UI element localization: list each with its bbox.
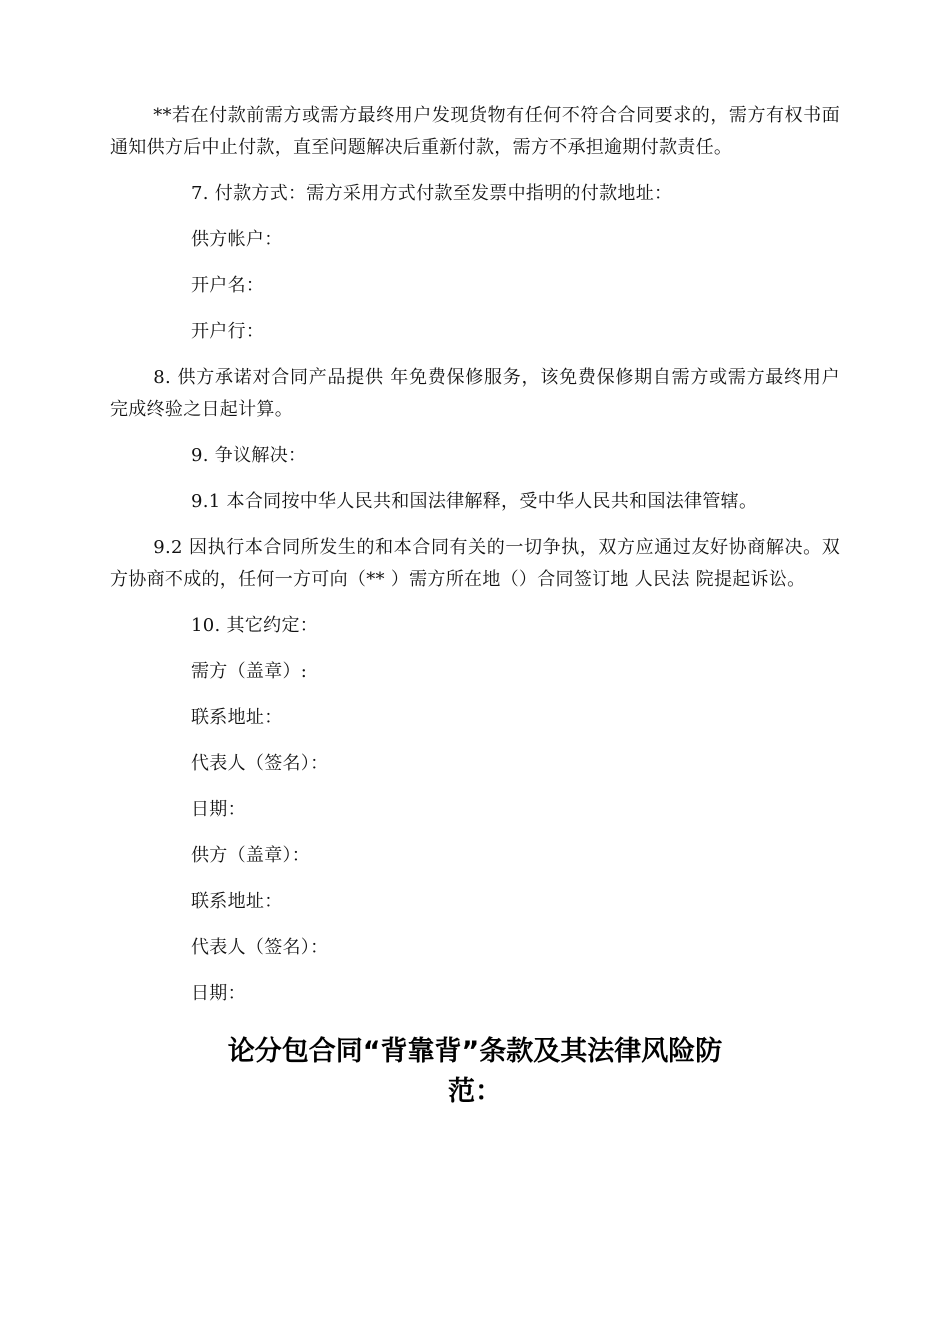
supplier-account-line: 供方帐户： xyxy=(191,229,283,250)
supplier-address-line: 联系地址： xyxy=(191,891,283,912)
buyer-seal-line: 需方（盖章）: xyxy=(191,661,308,682)
dispute-resolution-heading: 9. 争议解决： xyxy=(191,445,307,466)
buyer-representative-line: 代表人（签名）： xyxy=(191,753,329,774)
supplier-date-line: 日期： xyxy=(191,983,246,1004)
litigation-paragraph: 9.2 因执行本合同所发生的和本合同有关的一切争执，双方应通过友好协商解决。双方协商不成的，任何一方可向（** ）需方所在地（）合同签订地 人民法 院提起诉讼。 xyxy=(110,537,840,590)
payment-method-line: 7. 付款方式：需方采用方式付款至发票中指明的付款地址： xyxy=(191,183,673,204)
buyer-date-line: 日期： xyxy=(191,799,246,820)
buyer-address-line: 联系地址： xyxy=(191,707,283,728)
article-title-line-1: 论分包合同“背靠背”条款及其法律风险防 xyxy=(227,1036,723,1067)
account-name-line: 开户名： xyxy=(191,275,265,296)
supplier-seal-line: 供方（盖章）： xyxy=(191,845,311,866)
other-terms-line: 10. 其它约定： xyxy=(191,615,319,636)
document-page xyxy=(110,100,840,1112)
governing-law-line: 9.1 本合同按中华人民共和国法律解释，受中华人民共和国法律管辖。 xyxy=(191,491,758,512)
bank-line: 开户行： xyxy=(191,321,265,342)
article-title-line-2: 范： xyxy=(448,1076,502,1107)
payment-suspension-paragraph: **若在付款前需方或需方最终用户发现货物有任何不符合合同要求的，需方有权书面通知供方后中止付款，直至问题解决后重新付款，需方不承担逾期付款责任。 xyxy=(110,105,840,158)
warranty-paragraph: 8. 供方承诺对合同产品提供 年免费保修服务，该免费保修期自需方或需方最终用户完成终验之日起计算。 xyxy=(110,367,840,420)
article-title xyxy=(110,1032,840,1112)
supplier-representative-line: 代表人（签名）： xyxy=(191,937,329,958)
